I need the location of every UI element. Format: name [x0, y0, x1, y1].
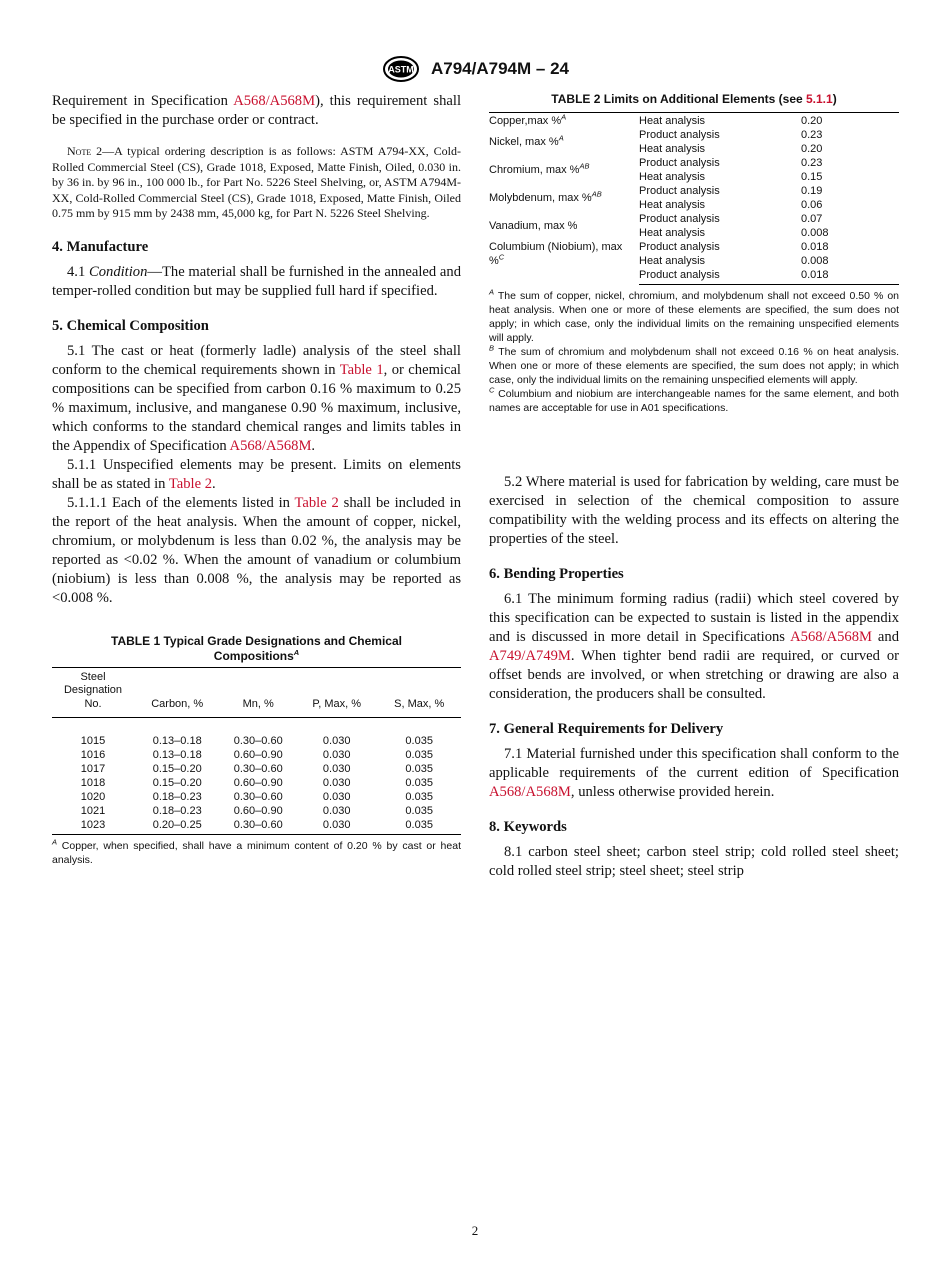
column-header-mn: Mn, % [220, 667, 296, 718]
paragraph-5-1-1: 5.1.1 Unspecified elements may be present. Limits on elements shall be as stated in Table 2. [52, 456, 461, 492]
element-chromium: Chromium, max %$^{AB}$ [489, 161, 590, 176]
section-heading-keywords: 8. Keywords [489, 819, 567, 835]
table-1 [52, 667, 461, 836]
column-header-carbon: Carbon, % [134, 667, 220, 718]
paragraph-requirement-continued: Requirement in Specification A568/A568M), this requirement shall be specified in the purchase order or contract. [52, 93, 461, 128]
svg-text:ASTM: ASTM [388, 64, 414, 75]
link-a749[interactable]: A749/A749M [489, 648, 571, 664]
paragraph-8-1: 8.1 carbon steel sheet; carbon steel strip; cold rolled steel sheet; cold rolled steel strip; steel sheet; steel strip [489, 844, 899, 879]
page-number: 2 [471, 1223, 479, 1238]
table-row: Chromium, max %$^{AB}$ Product analysis 0.23 [489, 156, 899, 170]
paragraph-4-1: 4.1 Condition—The material shall be furnished in the annealed and temper-rolled condition but may be supplied full hard if specified. [52, 263, 462, 299]
table-2-footnote-c: $^C$ Columbium and niobium are interchangeable names for the same element, and both names are acceptable for use in A01 specifications. [489, 385, 899, 414]
paragraph-5-2: 5.2 Where material is used for fabrication by welding, care must be exercised in selection of the chemical composition to assure compatibility with the welding process and its effects on altering the properties of the steel. [489, 474, 899, 547]
table-row: 1018 0.15–0.20 0.60–0.90 0.030 0.035 [80, 777, 433, 789]
table-2-footnote-b: $^B$ The sum of chromium and molybdenum shall not exceed 0.16 % on heat analysis. When one or more of these elements are specified, the sum does not apply; in which case, only the individual limits on the remaining unspecified elements will apply. [489, 343, 899, 386]
astm-logo-icon [381, 56, 421, 82]
paragraph-5-1: 5.1 The cast or heat (formerly ladle) analysis of the steel shall conform to the chemical requirements shown in Table 1, or chemical compositions can be specified from carbon 0.16 % maximum to 0.25 % maximum, inclusive, and manganese 0.90 % maximum, inclusive, which conforms to the standard chemical ranges and limits tables in the Appendix of Specification A568/A568M. [52, 342, 461, 454]
link-a568[interactable]: A568/A568M [489, 784, 571, 800]
column-header-designation: Steel Designation No. [52, 667, 134, 718]
link-a568[interactable]: A568/A568M [233, 93, 316, 109]
link-a568[interactable]: A568/A568M [790, 629, 872, 645]
element-nickel: Nickel, max %$^A$ [489, 133, 564, 148]
table-row: Heat analysis 0.008 [639, 255, 829, 267]
paragraph-5-1-1-1: 5.1.1.1 Each of the elements listed in Table 2 shall be included in the report of the heat analysis. When the amount of copper, nickel, chromium, or molybdenum is less than 0.02 %, the analysis may be reported as <0.02 %. When the amount of vanadium or columbium (niobium) is less than 0.008 %, the analysis may be reported as <0.008 %. [52, 494, 461, 606]
table-row: Product analysis 0.018 [489, 268, 899, 285]
table-row: 1016 0.13–0.18 0.60–0.90 0.030 0.035 [80, 749, 433, 761]
left-column [52, 92, 461, 867]
section-heading-bending-properties: 6. Bending Properties [489, 566, 624, 582]
element-columbium: Columbium (Niobium), max %$^C$ [489, 241, 623, 267]
table-row: Heat analysis 0.20 [639, 143, 823, 155]
column-header-p: P, Max, % [296, 667, 377, 718]
section-heading-manufacture: 4. Manufacture [52, 238, 149, 255]
table-2-caption: TABLE 2 Limits on Additional Elements (see 5.1.1) [551, 92, 837, 106]
table-1-caption: TABLE 1 Typical Grade Designations and Chemical Compositions$^A$ [111, 633, 402, 663]
table-row: Heat analysis 0.15 [639, 171, 823, 183]
table-header-row [52, 667, 461, 718]
element-vanadium: Vanadium, max % [489, 220, 578, 232]
table-row: 1023 0.20–0.25 0.30–0.60 0.030 0.035 [52, 818, 461, 835]
table-row: Heat analysis 0.008 [639, 227, 829, 239]
table-row: Vanadium, max % Product analysis 0.07 [489, 212, 899, 226]
element-molybdenum: Molybdenum, max %$^{AB}$ [489, 189, 602, 204]
table-row: Copper,max %$^A$ Heat analysis 0.20 [489, 113, 899, 129]
paragraph-6-1: 6.1 The minimum forming radius (radii) which steel covered by this specification can be expected to sustain is listed in the appendix and is discussed in more detail in Specifications A568/A568M and A749/A749M. When tighter bend radii are required, or curved or offset bends are involved, or when stretching or drawing are also a consideration, the producers shall be consulted. [489, 591, 899, 702]
table-row: 1021 0.18–0.23 0.60–0.90 0.030 0.035 [80, 805, 433, 817]
table-row: 1020 0.18–0.23 0.30–0.60 0.030 0.035 [80, 791, 433, 803]
section-heading-chemical-composition: 5. Chemical Composition [52, 317, 209, 334]
table-2 [489, 112, 899, 285]
table-1-footnote-a: $^A$ Copper, when specified, shall have a minimum content of 0.20 % by cast or heat analysis. [52, 837, 461, 866]
link-section-5-1-1[interactable]: 5.1.1 [806, 92, 833, 106]
table-2-footnote-a: $^A$ The sum of copper, nickel, chromium, and molybdenum shall not exceed 0.50 % on heat analysis. When one or more of these elements are specified, the sum does not apply; in which case, only the individual limits on the remaining unspecified elements will apply. [489, 287, 899, 344]
paragraph-7-1: 7.1 Material furnished under this specification shall conform to the applicable requirements of the current edition of Specification A568/A568M, unless otherwise provided herein. [489, 746, 899, 800]
table-row: Columbium (Niobium), max %$^C$ Product analysis 0.018 [489, 240, 899, 254]
right-column [489, 92, 899, 881]
table-row: Heat analysis 0.06 [639, 199, 823, 211]
column-header-s: S, Max, % [377, 667, 461, 718]
document-designation: A794/A794M – 24 [431, 59, 569, 78]
element-copper: Copper,max %$^A$ [489, 113, 639, 129]
link-table-2[interactable]: Table 2 [294, 494, 339, 511]
page-header [0, 56, 950, 82]
table-row: Nickel, max %$^A$ Product analysis 0.23 [489, 128, 899, 142]
table-row: Molybdenum, max %$^{AB}$ Product analysis 0.19 [489, 184, 899, 198]
table-row: 1015 0.13–0.18 0.30–0.60 0.030 0.035 [80, 735, 433, 747]
table-row: 1017 0.15–0.20 0.30–0.60 0.030 0.035 [80, 763, 433, 775]
link-table-1[interactable]: Table 1 [339, 361, 384, 378]
note-2: Note 2—A typical ordering description is as follows: ASTM A794-XX, Cold-Rolled Commercial Steel (CS), Grade 1018, Exposed, Matte Finish, Oiled, 0.030 in. by 36 in. by 96 in., 100 000 lb., for Part No. 5226 Steel Shelving, or, ASTM A794M-XX, Cold-Rolled Commercial Steel (CS), Grade 1018, Exposed, Matte Finish, Oiled 0.75 mm by 915 mm by 2438 mm, 45,000 kg, for Part N. 5226 Steel Shelving. [52, 144, 461, 220]
section-heading-general-requirements: 7. General Requirements for Delivery [489, 721, 724, 737]
link-a568[interactable]: A568/A568M [229, 437, 312, 454]
link-table-2[interactable]: Table 2 [168, 475, 213, 492]
